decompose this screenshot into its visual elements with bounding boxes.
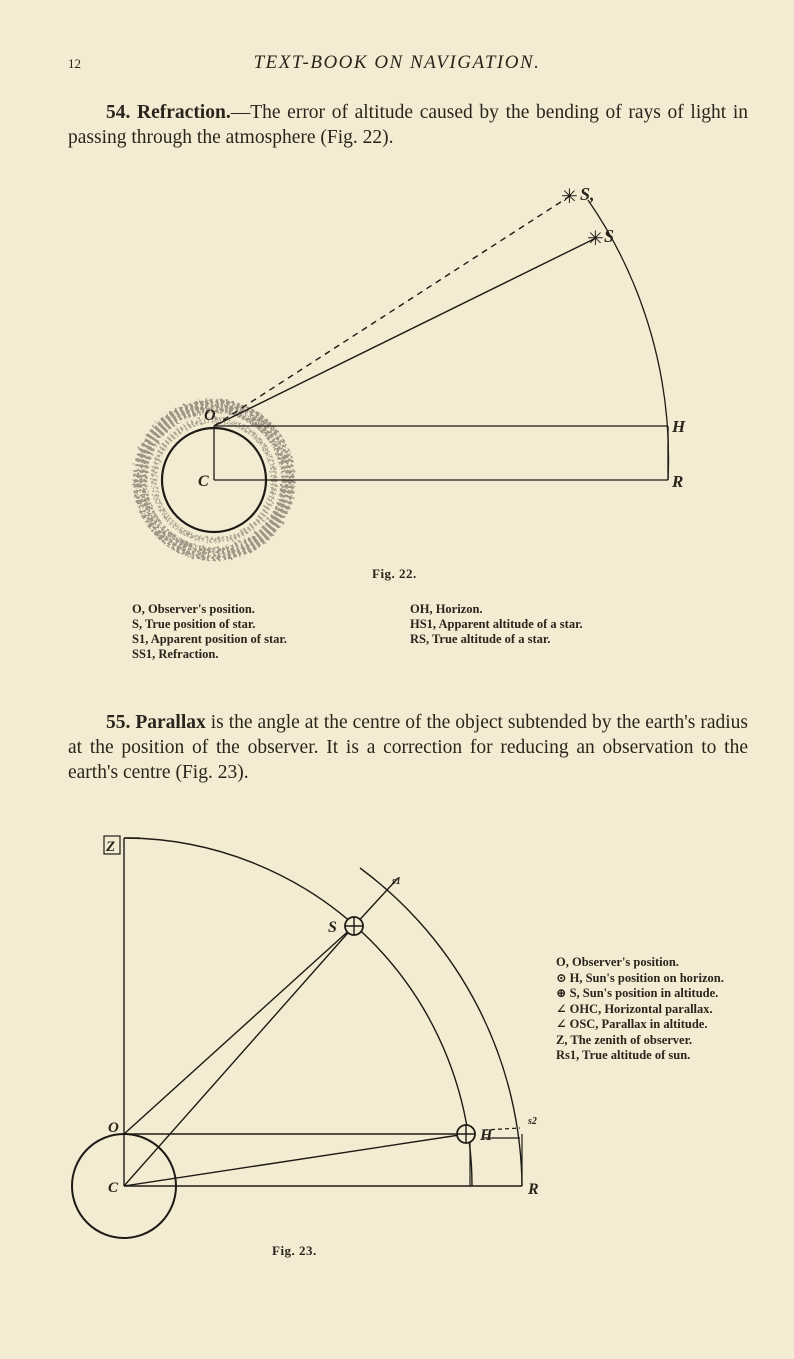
figure-22-caption: Fig. 22. <box>372 566 417 581</box>
section-54-heading: 54. Refraction. <box>106 102 231 123</box>
label-s-22: S <box>604 226 615 246</box>
legend-item: Z, The zenith of observer. <box>556 1032 693 1047</box>
label-s1-22: S, <box>580 184 595 204</box>
legend-item: OH, Horizon. <box>410 602 483 616</box>
legend-item: ∠ OHC, Horizontal parallax. <box>556 1001 713 1016</box>
line-o-s <box>124 926 354 1134</box>
legend-item: SS1, Refraction. <box>132 647 219 661</box>
label-h-23: H <box>480 1127 493 1144</box>
label-s2-23: s2 <box>528 1116 537 1127</box>
line-c-s <box>124 926 354 1186</box>
label-h-22: H <box>672 417 686 436</box>
legend-item: O, Observer's position. <box>556 955 679 969</box>
sun-h-icon <box>457 1125 475 1143</box>
label-c-23: C <box>108 1180 119 1196</box>
legend-item: Rs1, True altitude of sun. <box>556 1048 691 1062</box>
star-s-icon: ✳ <box>587 228 604 250</box>
legend-item: O, Observer's position. <box>132 602 255 616</box>
legend-item: RS, True altitude of a star. <box>410 632 551 646</box>
line-c-h <box>124 1134 466 1186</box>
page-number: 12 <box>68 56 81 71</box>
legend-item: ⊕ S, Sun's position in altitude. <box>556 986 719 1000</box>
star-s1-icon: ✳ <box>561 186 578 208</box>
legend-item: ∠ OSC, Parallax in altitude. <box>556 1017 708 1031</box>
legend-item: ⊙ H, Sun's position on horizon. <box>556 970 724 985</box>
section-54-text: —The error of altitude caused by the bending of rays of light in passing through the atmosphere (Fig. 22). <box>68 102 748 148</box>
section-55-heading: 55. Parallax <box>106 712 206 733</box>
legend-item: S, True position of star. <box>132 617 256 631</box>
legend-item: HS1, Apparent altitude of a star. <box>410 617 583 631</box>
figure-23-legend <box>556 955 756 1064</box>
legend-item: S1, Apparent position of star. <box>132 632 287 646</box>
label-z-23: Z <box>106 839 116 855</box>
label-o-23: O <box>108 1120 119 1136</box>
figure-23-caption: Fig. 23. <box>272 1243 317 1258</box>
label-s-23: S <box>328 919 337 936</box>
section-55-text: is the angle at the centre of the object subtended by the earth's radius at the position of the observer. It is a correction for reducing an observation to the earth's centre (Fig. 23). <box>68 712 748 783</box>
label-r-23: R <box>528 1181 539 1198</box>
running-title: TEXT-BOOK ON NAVIGATION. <box>253 52 541 73</box>
sun-s-icon <box>345 917 363 935</box>
label-c-22: C <box>198 473 209 490</box>
label-o-22: O <box>204 407 216 424</box>
label-r-22: R <box>672 472 684 491</box>
label-s1-23: s1 <box>392 876 401 887</box>
